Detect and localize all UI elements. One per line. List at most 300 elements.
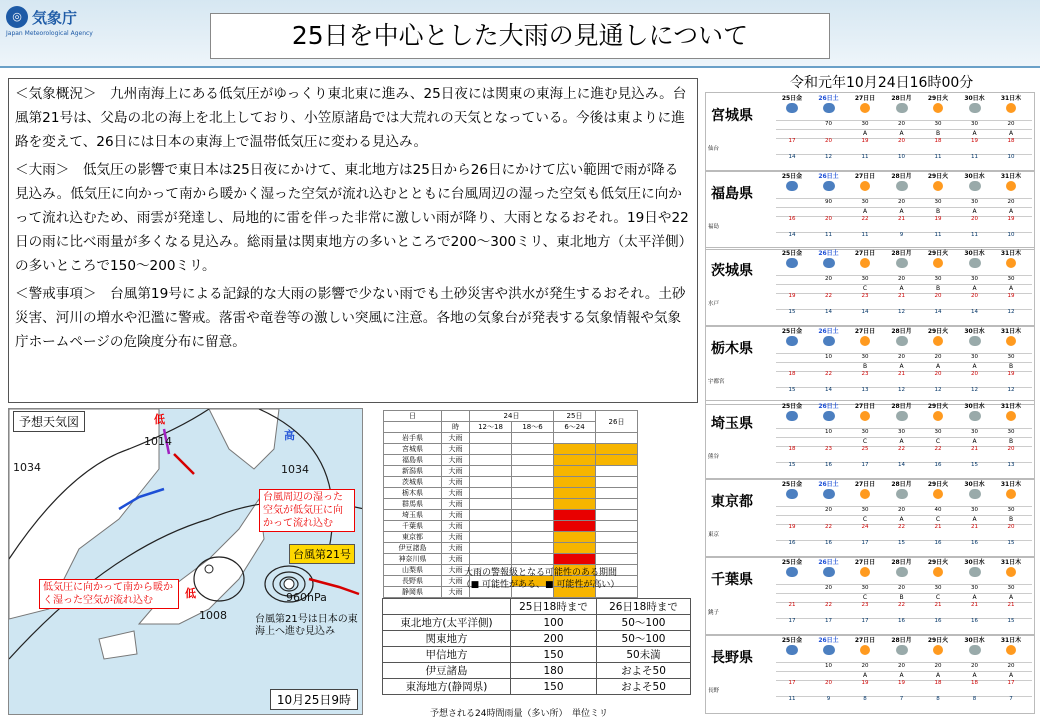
forecast-min-temp: 7	[1009, 696, 1013, 702]
risk-cell	[554, 488, 596, 499]
forecast-day-label: 28日月	[891, 559, 912, 566]
forecast-day-column	[924, 95, 952, 113]
forecast-min-temp: 16	[825, 540, 832, 546]
forecast-day-label: 25日金	[781, 637, 803, 644]
forecast-day-column	[888, 559, 916, 577]
risk-cell	[512, 433, 554, 444]
risk-cell	[554, 499, 596, 510]
risk-row	[384, 433, 638, 444]
forecast-day-column	[815, 95, 843, 113]
forecast-pop: 20	[1007, 663, 1015, 669]
forecast-pop: 30	[934, 276, 942, 282]
typhoon-pressure: 960hPa	[286, 591, 327, 604]
risk-cell	[554, 477, 596, 488]
forecast-city: 銚子	[708, 610, 720, 616]
forecast-day-label: 30日水	[964, 328, 985, 335]
sun-icon	[1006, 489, 1016, 499]
forecast-reliability: A	[972, 285, 977, 292]
risk-type: 大雨	[442, 477, 470, 488]
forecast-min-temp: 14	[934, 309, 942, 315]
forecast-min-temp: 16	[934, 618, 942, 624]
forecast-min-temp: 10	[898, 154, 905, 160]
forecast-pref-name: 埼玉県	[710, 413, 754, 433]
risk-cell	[470, 433, 512, 444]
forecast-panel	[705, 556, 1035, 636]
forecast-day-column	[851, 481, 879, 499]
cloud-icon	[969, 103, 981, 113]
risk-cell	[470, 543, 512, 554]
rain-icon	[823, 103, 835, 113]
forecast-day-label: 31日木	[1000, 637, 1022, 644]
forecast-day-column	[778, 95, 806, 113]
legend-title: 大雨の警報級となる可能性のある期間	[463, 568, 617, 578]
forecast-pop: 20	[1007, 121, 1015, 127]
forecast-pop: 20	[934, 354, 942, 360]
forecast-day-column	[815, 250, 843, 268]
forecast-pop: 30	[934, 585, 942, 591]
risk-cell	[596, 554, 638, 565]
cloud-icon	[896, 336, 908, 346]
forecast-min-temp: 17	[825, 618, 832, 624]
risk-cell	[554, 466, 596, 477]
rain-26: 50～100	[597, 631, 691, 647]
forecast-pop: 30	[971, 585, 978, 591]
forecast-pref-name: 茨城県	[710, 260, 754, 280]
rain-icon	[823, 489, 835, 499]
forecast-min-temp: 17	[861, 462, 869, 468]
forecast-pop: 30	[934, 121, 942, 127]
forecast-min-temp: 12	[1007, 309, 1015, 315]
note-typhoon-track: 台風第21号は日本の東海上へ進む見込み	[255, 614, 358, 637]
forecast-day-label: 30日水	[964, 637, 985, 644]
forecast-day-label: 31日木	[1000, 481, 1022, 488]
rainfall-note: 予想される24時間雨量（多い所） 単位ミリ	[430, 709, 608, 719]
risk-cell	[470, 499, 512, 510]
forecast-day-label: 30日水	[964, 559, 985, 566]
forecast-day-column	[961, 403, 989, 421]
cloud-icon	[969, 258, 981, 268]
forecast-reliability: B	[1008, 363, 1014, 370]
forecast-day-label: 27日日	[854, 95, 876, 102]
forecast-day-label: 27日日	[854, 173, 876, 180]
forecast-pop: 30	[861, 585, 869, 591]
jma-logo[interactable]	[6, 6, 77, 28]
sun-icon	[860, 411, 870, 421]
rain-icon	[786, 336, 798, 346]
forecast-day-column	[778, 250, 806, 268]
forecast-min-temp: 10	[1007, 232, 1015, 238]
typhoon-label: 台風第21号	[289, 544, 355, 564]
risk-pref: 茨城県	[384, 477, 442, 488]
table-head-t3: 6～24	[554, 422, 596, 433]
risk-pref: 岩手県	[384, 433, 442, 444]
sun-icon	[860, 258, 870, 268]
forecast-min-temp: 14	[898, 462, 905, 468]
risk-type: 大雨	[442, 554, 470, 565]
forecast-max-temp: 24	[861, 524, 869, 530]
table-head-t2: 18～6	[512, 422, 554, 433]
forecast-reliability: A	[972, 438, 977, 445]
forecast-day-label: 28日月	[891, 637, 912, 644]
forecast-min-temp: 9	[826, 696, 831, 702]
forecast-min-temp: 15	[898, 540, 905, 546]
risk-type: 大雨	[442, 543, 470, 554]
forecast-max-temp: 19	[788, 524, 796, 530]
risk-cell	[554, 510, 596, 521]
forecast-max-temp: 21	[1007, 602, 1015, 608]
forecast-pref-name: 千葉県	[710, 569, 754, 589]
forecast-min-temp: 12	[825, 154, 832, 160]
risk-type: 大雨	[442, 521, 470, 532]
sun-icon	[860, 645, 870, 655]
forecast-panel	[705, 400, 1035, 480]
forecast-day-column	[851, 637, 879, 655]
rain-25: 180	[511, 663, 597, 679]
sun-icon	[1006, 336, 1016, 346]
forecast-panel	[705, 634, 1035, 714]
risk-cell	[470, 466, 512, 477]
forecast-min-temp: 16	[898, 618, 905, 624]
forecast-reliability: A	[972, 130, 977, 137]
forecast-pop: 90	[825, 199, 832, 205]
risk-row	[384, 444, 638, 455]
risk-type: 大雨	[442, 576, 470, 587]
forecast-day-label: 25日金	[781, 95, 803, 102]
forecast-day-label: 26日土	[818, 403, 839, 410]
rain-icon	[823, 181, 835, 191]
risk-pref: 宮城県	[384, 444, 442, 455]
risk-cell	[596, 455, 638, 466]
forecast-day-label: 26日土	[818, 95, 839, 102]
forecast-reliability: C	[935, 594, 941, 601]
rain-25: 150	[511, 679, 597, 695]
forecast-reliability: B	[935, 285, 941, 292]
logo-name: 気象庁	[32, 8, 78, 27]
forecast-max-temp: 20	[971, 293, 978, 299]
forecast-min-temp: 15	[788, 309, 796, 315]
forecast-day-label: 29日火	[927, 481, 949, 488]
forecast-day-column	[888, 403, 916, 421]
forecast-reliability: A	[972, 208, 977, 215]
risk-cell	[470, 455, 512, 466]
risk-cell	[512, 466, 554, 477]
forecast-day-label: 31日木	[1000, 173, 1022, 180]
risk-cell	[512, 510, 554, 521]
forecast-day-label: 30日水	[964, 481, 985, 488]
forecast-pop: 30	[861, 354, 869, 360]
forecast-day-label: 25日金	[781, 403, 803, 410]
legend-key: （■ 可能性がある、■ 可能性が高い）	[461, 580, 620, 590]
forecast-min-temp: 15	[971, 462, 978, 468]
forecast-day-label: 31日木	[1000, 250, 1022, 257]
forecast-pop: 20	[825, 276, 832, 282]
cloud-icon	[969, 411, 981, 421]
map-label: 予想天気図	[13, 411, 85, 432]
forecast-day-label: 27日日	[854, 328, 876, 335]
risk-pref: 山梨県	[384, 565, 442, 576]
isobar-1014: 1014	[144, 435, 172, 448]
risk-row	[384, 510, 638, 521]
forecast-day-column	[851, 95, 879, 113]
forecast-reliability: B	[1008, 438, 1014, 445]
forecast-pref-name: 福島県	[710, 183, 754, 203]
forecast-max-temp: 17	[788, 680, 796, 686]
forecast-reliability: A	[862, 208, 868, 215]
risk-type: 大雨	[442, 565, 470, 576]
forecast-max-temp: 18	[788, 446, 796, 452]
forecast-min-temp: 12	[971, 387, 978, 393]
forecast-reliability: A	[935, 363, 941, 370]
forecast-day-column	[924, 559, 952, 577]
forecast-day-column	[924, 403, 952, 421]
risk-pref: 東京都	[384, 532, 442, 543]
forecast-day-column	[997, 173, 1025, 191]
risk-cell	[554, 554, 596, 565]
forecast-day-column	[815, 559, 843, 577]
forecast-day-column	[851, 173, 879, 191]
risk-row	[384, 499, 638, 510]
forecast-day-label: 27日日	[854, 481, 876, 488]
forecast-day-label: 26日土	[818, 481, 839, 488]
risk-cell	[554, 455, 596, 466]
forecast-max-temp: 20	[971, 216, 978, 222]
cloud-icon	[896, 103, 908, 113]
forecast-day-column	[961, 481, 989, 499]
forecast-reliability: A	[972, 516, 977, 523]
forecast-day-label: 29日火	[927, 328, 949, 335]
rain-row	[383, 631, 691, 647]
low-label-2: 低	[185, 587, 196, 600]
forecast-pop: 30	[1007, 429, 1015, 435]
forecast-pop: 30	[971, 121, 978, 127]
forecast-reliability: C	[935, 438, 941, 445]
risk-cell	[596, 433, 638, 444]
forecast-reliability: A	[899, 672, 904, 679]
forecast-pop: 30	[971, 199, 978, 205]
sun-icon	[933, 258, 943, 268]
forecast-day-label: 31日木	[1000, 95, 1022, 102]
risk-cell	[554, 433, 596, 444]
map-valid-time: 10月25日9時	[270, 689, 358, 710]
forecast-day-column	[851, 403, 879, 421]
forecast-pop: 20	[861, 663, 869, 669]
risk-cell	[470, 554, 512, 565]
forecast-reliability: A	[972, 672, 977, 679]
forecast-min-temp: 11	[971, 232, 978, 238]
forecast-max-temp: 21	[971, 446, 978, 452]
forecast-reliability: A	[1008, 672, 1014, 679]
risk-cell	[596, 499, 638, 510]
forecast-max-temp: 20	[898, 138, 905, 144]
forecast-day-column	[961, 250, 989, 268]
risk-type: 大雨	[442, 466, 470, 477]
forecast-city: 熊谷	[708, 454, 720, 460]
forecast-day-column	[815, 173, 843, 191]
sun-icon	[1006, 645, 1016, 655]
risk-pref: 新潟県	[384, 466, 442, 477]
forecast-pop: 70	[825, 121, 832, 127]
forecast-reliability: A	[1008, 594, 1014, 601]
forecast-min-temp: 11	[861, 232, 869, 238]
rain-icon	[786, 258, 798, 268]
forecast-max-temp: 20	[825, 216, 832, 222]
rain-icon	[786, 645, 798, 655]
forecast-day-column	[815, 637, 843, 655]
logo-english: Japan Meteorological Agency	[6, 30, 93, 37]
forecast-pop: 10	[825, 663, 832, 669]
sun-icon	[933, 567, 943, 577]
rain-icon	[823, 258, 835, 268]
forecast-day-column	[924, 637, 952, 655]
forecast-day-label: 28日月	[891, 173, 912, 180]
isobar-1008: 1008	[199, 609, 227, 622]
forecast-pop: 20	[825, 585, 832, 591]
forecast-pop: 30	[1007, 585, 1015, 591]
risk-cell	[596, 543, 638, 554]
rain-icon	[823, 645, 835, 655]
forecast-min-temp: 15	[1007, 618, 1015, 624]
risk-row	[384, 543, 638, 554]
forecast-day-column	[815, 481, 843, 499]
forecast-max-temp: 20	[934, 371, 942, 377]
forecast-pop: 30	[971, 429, 978, 435]
forecast-day-label: 25日金	[781, 250, 803, 257]
sun-icon	[933, 336, 943, 346]
forecast-max-temp: 20	[1007, 524, 1015, 530]
forecast-pop: 20	[898, 507, 905, 513]
forecast-day-label: 25日金	[781, 481, 803, 488]
rain-26: およそ50	[597, 663, 691, 679]
forecast-reliability: B	[935, 208, 941, 215]
table-head-day: 日	[384, 411, 442, 422]
forecast-day-label: 29日火	[927, 250, 949, 257]
forecast-day-column	[997, 637, 1025, 655]
forecast-min-temp: 14	[971, 309, 978, 315]
forecast-reliability: A	[1008, 208, 1014, 215]
forecast-max-temp: 19	[861, 680, 869, 686]
risk-cell	[554, 543, 596, 554]
forecast-day-column	[888, 250, 916, 268]
forecast-max-temp: 22	[898, 524, 905, 530]
forecast-max-temp: 19	[1007, 293, 1015, 299]
cloud-icon	[896, 645, 908, 655]
forecast-day-column	[997, 250, 1025, 268]
risk-cell	[512, 488, 554, 499]
cloud-icon	[969, 489, 981, 499]
forecast-day-label: 26日土	[818, 250, 839, 257]
risk-pref: 福島県	[384, 455, 442, 466]
high-label: 高	[284, 429, 295, 442]
forecast-panel	[705, 325, 1035, 405]
cloud-icon	[896, 411, 908, 421]
forecast-day-label: 26日土	[818, 173, 839, 180]
forecast-max-temp: 19	[1007, 371, 1015, 377]
sun-icon	[1006, 258, 1016, 268]
forecast-reliability: A	[972, 594, 977, 601]
sun-icon	[933, 103, 943, 113]
forecast-city: 宇都宮	[708, 379, 725, 385]
forecast-pop: 30	[1007, 276, 1015, 282]
forecast-day-column	[961, 559, 989, 577]
forecast-max-temp: 19	[1007, 216, 1015, 222]
note-warm-air: 低気圧に向かって南から暖かく湿った空気が流れ込む	[39, 579, 179, 609]
rain-26: およそ50	[597, 679, 691, 695]
forecast-pop: 20	[898, 354, 905, 360]
forecast-day-label: 28日月	[891, 250, 912, 257]
forecast-max-temp: 22	[825, 293, 832, 299]
forecast-city: 水戸	[708, 301, 720, 307]
summary-textbox	[8, 78, 698, 403]
rainfall-table	[382, 598, 691, 695]
risk-type: 大雨	[442, 510, 470, 521]
risk-pref: 長野県	[384, 576, 442, 587]
rain-row	[383, 647, 691, 663]
forecast-day-label: 28日月	[891, 481, 912, 488]
forecast-min-temp: 16	[934, 462, 942, 468]
forecast-pop: 20	[898, 663, 905, 669]
forecast-min-temp: 16	[825, 462, 832, 468]
sun-icon	[860, 567, 870, 577]
forecast-day-label: 30日水	[964, 250, 985, 257]
risk-row	[384, 477, 638, 488]
forecast-min-temp: 8	[972, 696, 977, 702]
risk-pref: 栃木県	[384, 488, 442, 499]
cloud-icon	[969, 181, 981, 191]
risk-cell	[470, 510, 512, 521]
forecast-day-column	[778, 559, 806, 577]
forecast-reliability: A	[899, 516, 904, 523]
forecast-min-temp: 15	[1007, 540, 1015, 546]
table-head-time: 時	[442, 422, 470, 433]
risk-row	[384, 466, 638, 477]
weather-overview-paragraph: ＜気象概況＞ 九州南海上にある低気圧がゆっくり東北東に進み、25日夜には関東の東海上に進む見込み。台風第21号は、父島の北の海上を北上しており、小笠原諸島では大荒れの天気となっている。今後は東よりに進路を変えて、26日には日本の東海上で温帯低気圧に変わる見込み。	[15, 86, 687, 150]
forecast-pop: 30	[861, 507, 869, 513]
forecast-min-temp: 9	[899, 232, 904, 238]
forecast-min-temp: 14	[825, 309, 832, 315]
rain-area: 伊豆諸島	[383, 663, 511, 679]
risk-legend	[383, 567, 698, 591]
forecast-day-label: 28日月	[891, 403, 912, 410]
forecast-min-temp: 8	[863, 696, 867, 702]
forecast-day-label: 30日水	[964, 173, 985, 180]
forecast-day-label: 27日日	[854, 403, 876, 410]
forecast-min-temp: 16	[934, 540, 942, 546]
forecast-day-label: 27日日	[854, 559, 876, 566]
forecast-max-temp: 18	[971, 680, 978, 686]
risk-cell	[470, 488, 512, 499]
forecast-pref-name: 長野県	[710, 647, 754, 667]
forecast-day-label: 27日日	[854, 250, 876, 257]
forecast-day-column	[924, 328, 952, 346]
rain-head-26: 26日18時まで	[597, 599, 691, 615]
forecast-day-column	[997, 403, 1025, 421]
forecast-day-column	[997, 559, 1025, 577]
forecast-min-temp: 11	[971, 154, 978, 160]
forecast-max-temp: 20	[825, 138, 832, 144]
forecast-day-label: 29日火	[927, 559, 949, 566]
cloud-icon	[896, 567, 908, 577]
forecast-max-temp: 20	[1007, 446, 1015, 452]
risk-cell	[596, 532, 638, 543]
forecast-day-label: 25日金	[781, 328, 803, 335]
forecast-day-label: 29日火	[927, 403, 949, 410]
forecast-day-column	[778, 637, 806, 655]
forecast-max-temp: 18	[934, 138, 942, 144]
rain-area: 東北地方(太平洋側)	[383, 615, 511, 631]
risk-cell	[596, 521, 638, 532]
forecast-min-temp: 10	[1007, 154, 1015, 160]
forecast-day-label: 30日水	[964, 95, 985, 102]
